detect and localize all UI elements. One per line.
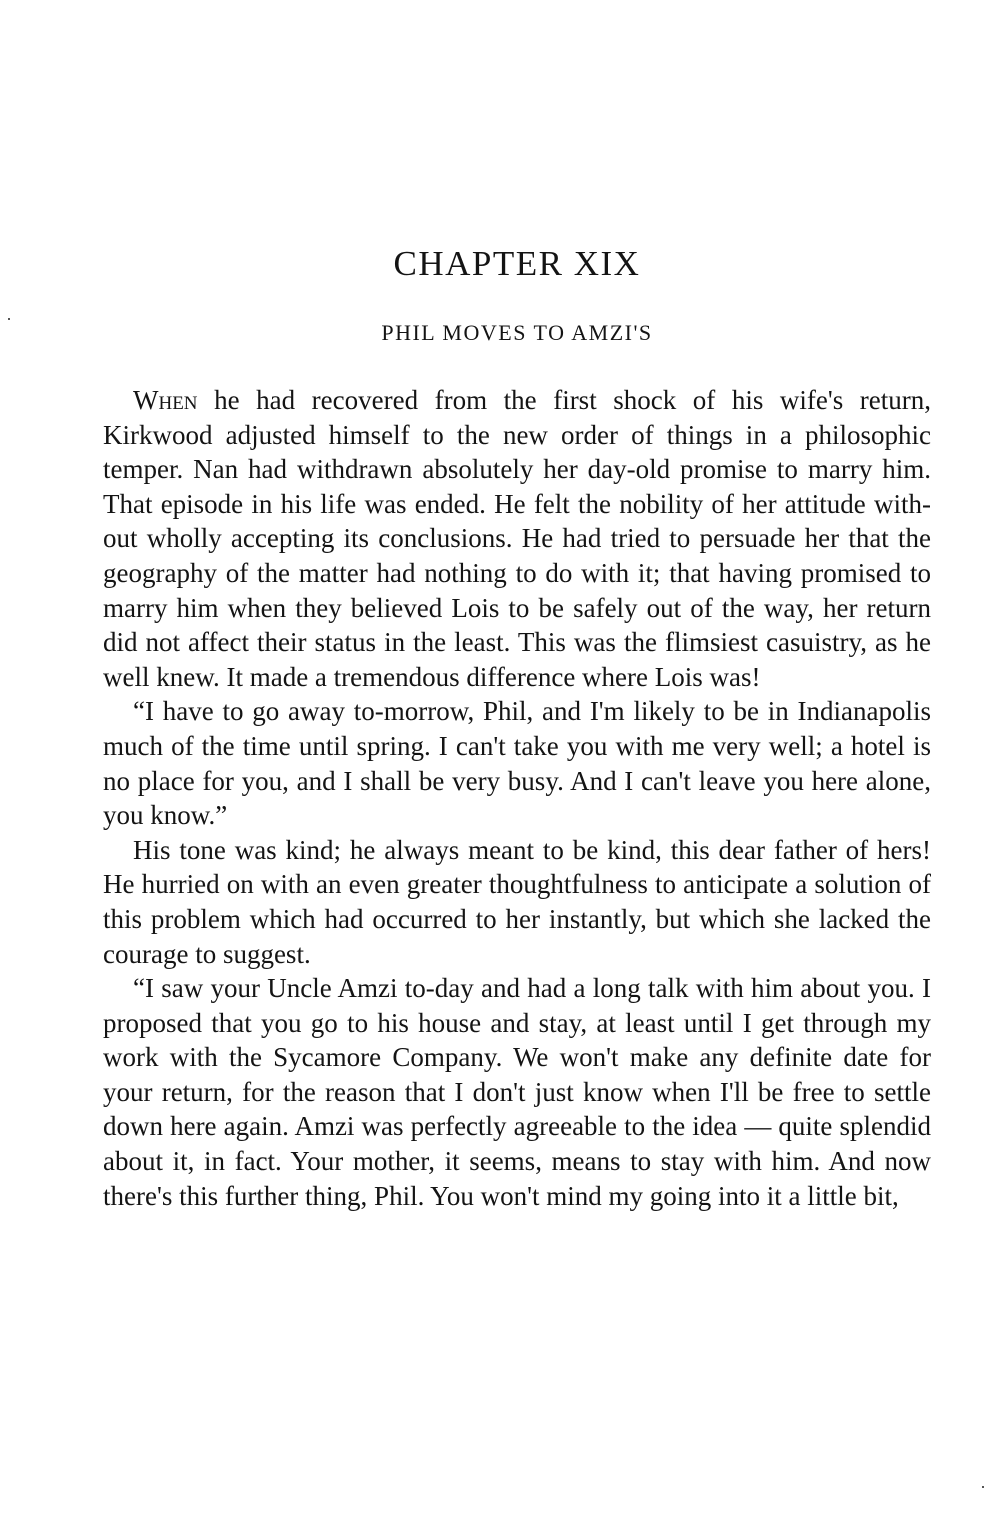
chapter-subtitle: PHIL MOVES TO AMZI'S [381,320,653,345]
paragraph-1 [103,383,931,694]
scan-speck [982,1486,984,1488]
paragraph-text: His tone was kind; he always meant to be kind, this dear father of hers! He hurried on with an even greater thoughtfulness to anticipate a solution of this problem which had occurred to her instantly, but which she lacked the courage to suggest. [103,834,931,969]
paragraph-3 [103,833,931,971]
book-page [103,0,931,1520]
paragraph-lead-word: When [133,385,198,415]
chapter-title: CHAPTER XIX [393,244,641,283]
paragraph-4 [103,971,931,1213]
paragraph-text: “I have to go away to-morrow, Phil, and I'm likely to be in Indianapolis much of the time until spring. I can't take you with me very well; a hotel is no place for you, and I shall be very busy. And I can't leave you here alone, you know.” [103,696,931,831]
chapter-body [103,383,931,1213]
paragraph-2 [103,694,931,832]
paragraph-text: “I saw your Uncle Amzi to-day and had a long talk with him about you. I proposed that you go to his house and stay, at least until I get through my work with the Sycamore Company. We won't make any definite date for your return, for the reason that I don't just know when I'll be free to settle down here again. Amzi was perfectly agreeable to the idea — quite splendid about it, in fact. Your mother, it seems, means to stay with him. And now there's this further thing, Phil. You won't mind my going into it a little bit, [103,973,931,1211]
paragraph-text: he had recovered from the first shock of his wife's return, Kirkwood adjusted himself to the new order of things in a philosophic temper. Nan had withdrawn absolutely her day-old promise to marry him. That episode in his life was ended. He felt the nobility of her attitude without wholly accepting its conclusions. He had tried to persuade her that the geography of the matter had nothing to do with it; that having promised to marry him when they believed Lois to be safely out of the way, her return did not affect their status in the least. This was the flimsiest casuistry, as he well knew. It made a tremendous difference where Lois was! [103,385,931,692]
scan-speck [8,318,10,320]
